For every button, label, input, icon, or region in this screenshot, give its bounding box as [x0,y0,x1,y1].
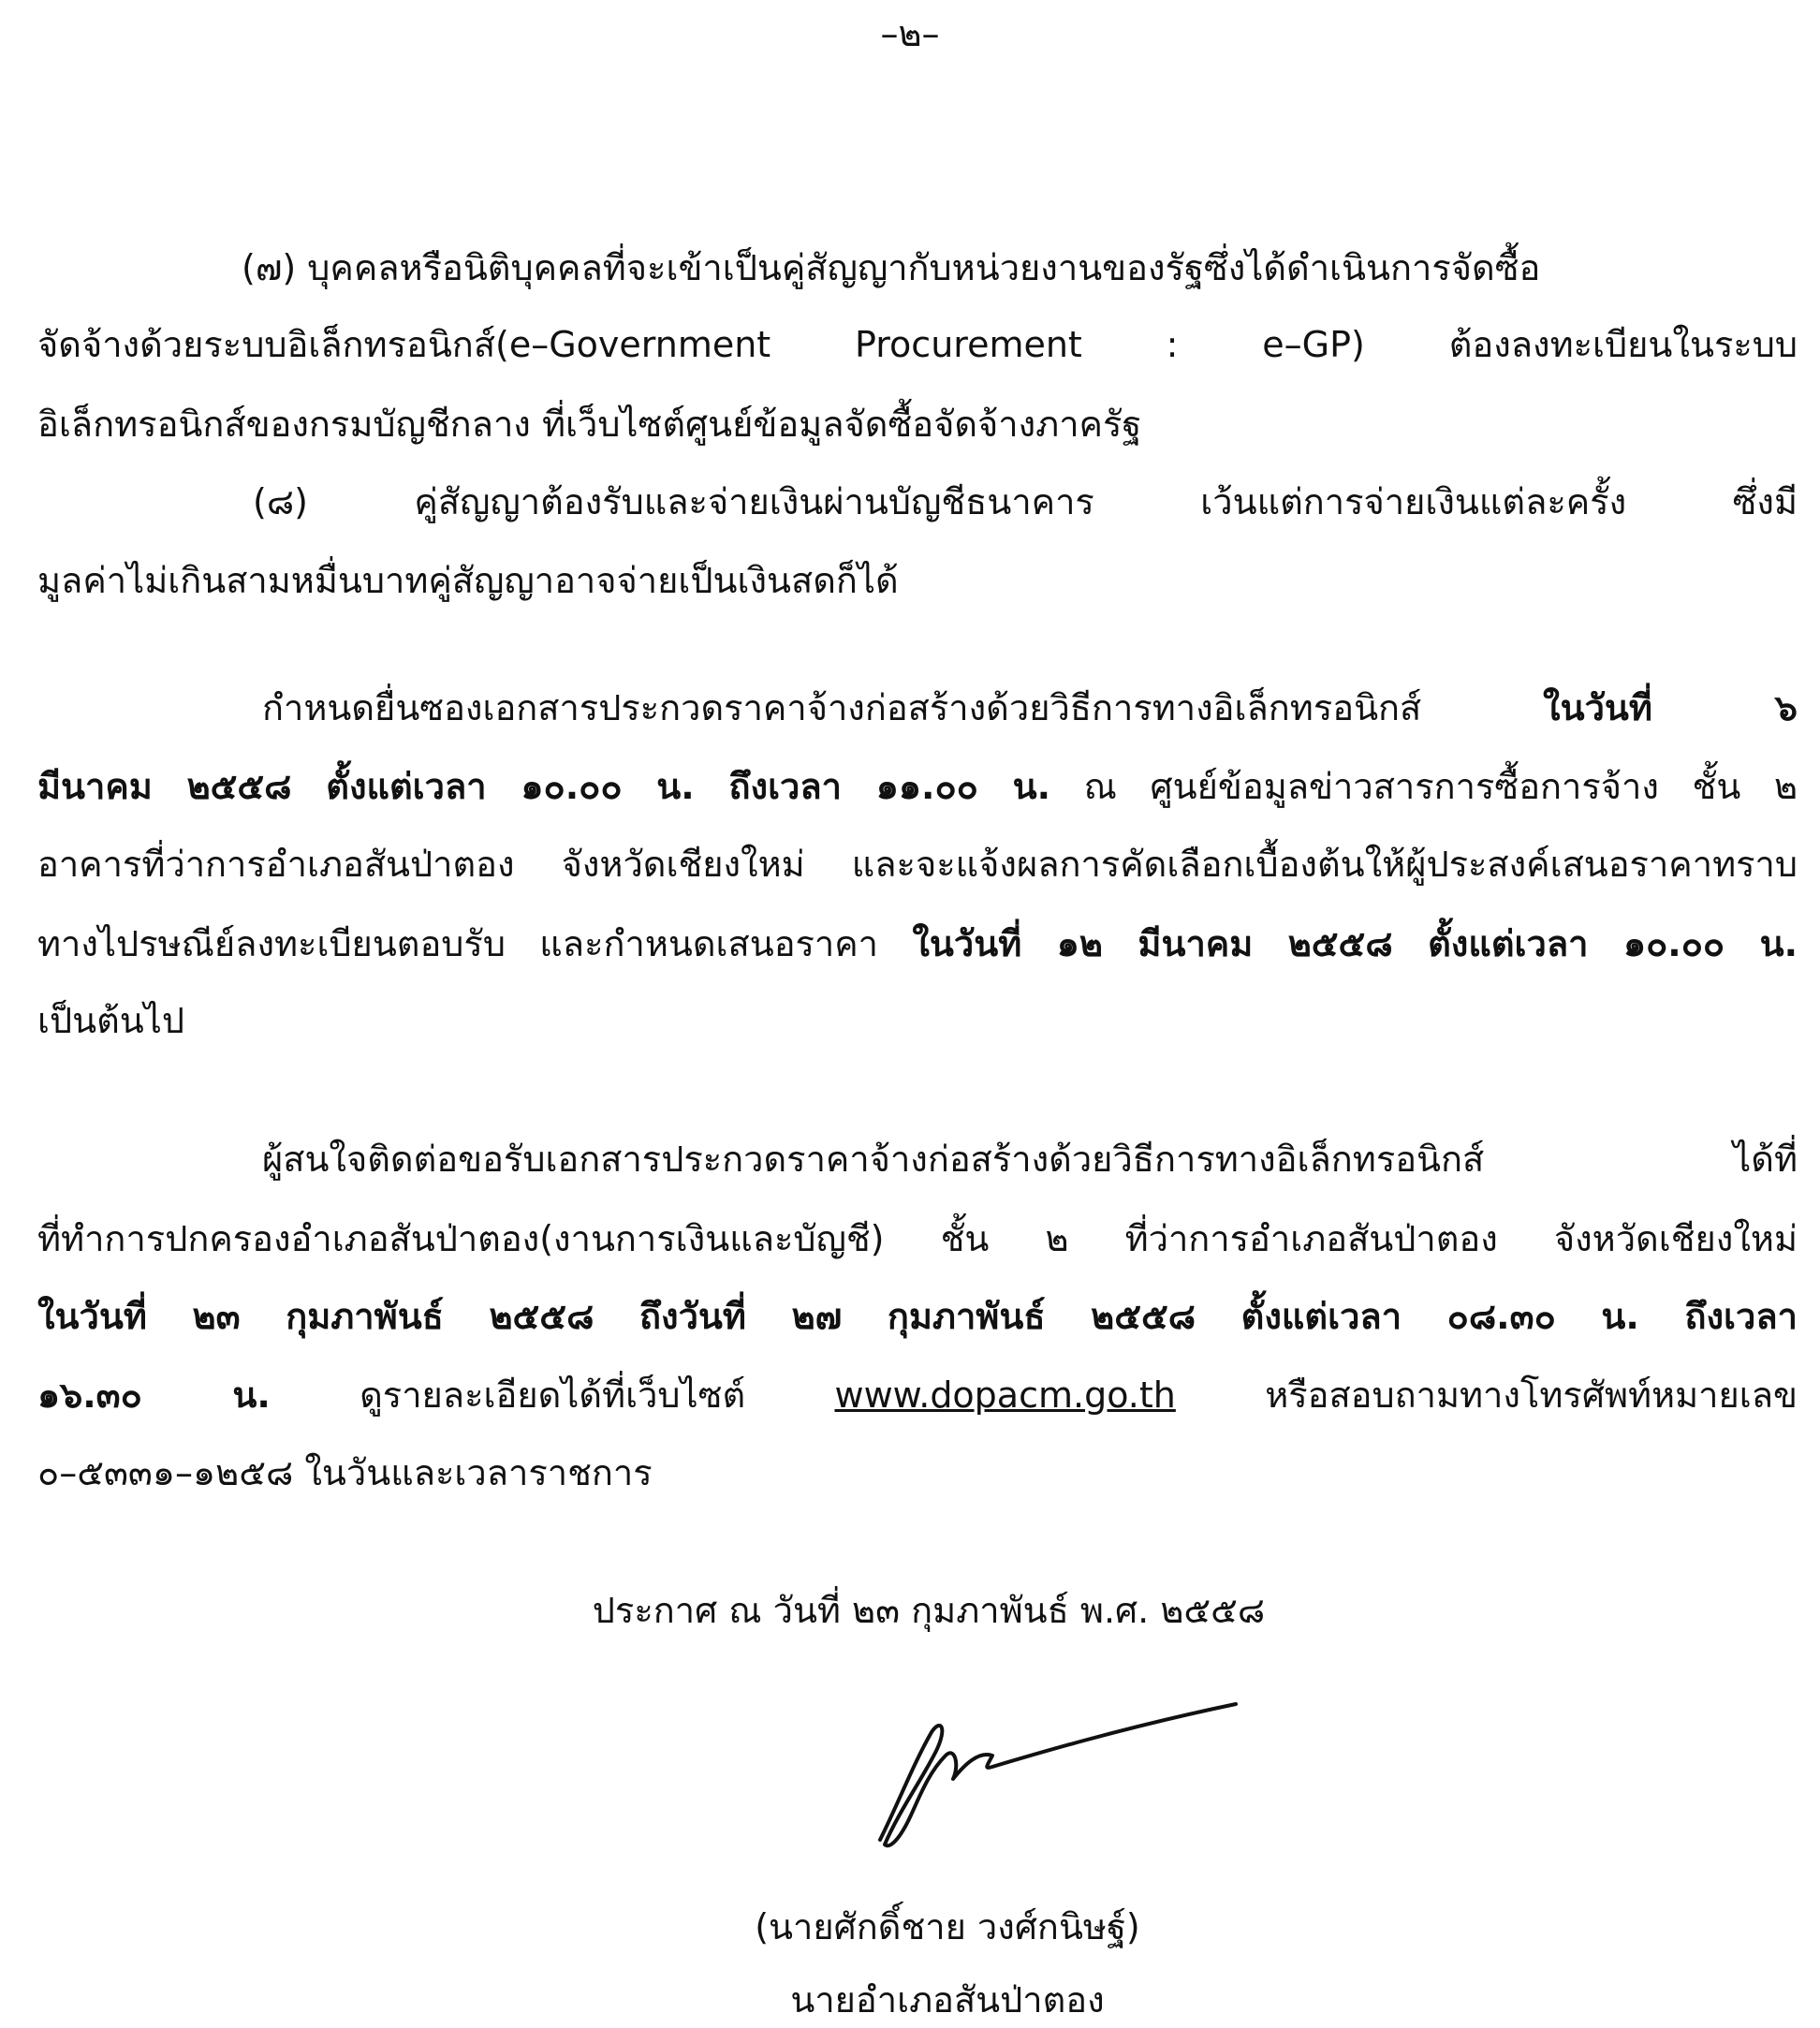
signature-image [861,1699,1255,1877]
inquiry-line-2: ที่ทำการปกครองอำเภอสันป่าตอง(งานการเงินและบัญชี) ชั้น ๒ ที่ว่าการอำเภอสันป่าตอง จังหวัดเชียงใหม่ [37,1218,1798,1259]
submission-text-4: ทางไปรษณีย์ลงทะเบียนตอบรับ และกำหนดเสนอราคา [37,923,913,964]
inquiry-line-4 [37,1369,1798,1421]
clause-7-line-2: จัดจ้างด้วยระบบอิเล็กทรอนิกส์(e–Government Procurement : e–GP) ต้องลงทะเบียนในระบบ [37,324,1798,365]
announcement-date: ประกาศ ณ วันที่ ๒๓ กุมภาพันธ์ พ.ศ. ๒๕๕๘ [592,1590,1266,1631]
inquiry-line-3: ในวันที่ ๒๓ กุมภาพันธ์ ๒๕๕๘ ถึงวันที่ ๒๗ กุมภาพันธ์ ๒๕๕๘ ตั้งแต่เวลา ๐๘.๓๐ น. ถึงเวลา [37,1296,1798,1337]
clause-7-line-3: อิเล็กทรอนิกส์ของกรมบัญชีกลาง ที่เว็บไซต์ศูนย์ข้อมูลจัดซื้อจัดจ้างภาครัฐ [37,404,1142,445]
submission-line-3: อาคารที่ว่าการอำเภอสันป่าตอง จังหวัดเชียงใหม่ และจะแจ้งผลการคัดเลือกเบื้องต้นให้ผู้ประสงค์เสนอราคาทราบ [37,844,1798,885]
inquiry-line-5: ๐–๕๓๓๑–๑๒๕๘ ในวันและเวลาราชการ [37,1452,653,1493]
inquiry-end-time: ๑๖.๓๐ น. [37,1374,271,1416]
submission-line-5: เป็นต้นไป [37,1000,184,1041]
submission-location: ณ ศูนย์ข้อมูลข่าวสารการซื้อการจ้าง ชั้น ๒ [1050,766,1798,807]
signatory-name: (นายศักดิ์ชาย วงศ์กนิษฐ์) [755,1906,1140,1947]
inquiry-line-1: ผู้สนใจติดต่อขอรับเอกสารประกวดราคาจ้างก่อสร้างด้วยวิธีการทางอิเล็กทรอนิกส์ ได้ที่ [262,1139,1798,1180]
signatory-title: นายอำเภอสันป่าตอง [790,1979,1105,2021]
submission-text-1: กำหนดยื่นซองเอกสารประกวดราคาจ้างก่อสร้างด้วยวิธีการทางอิเล็กทรอนิกส์ [262,687,1544,728]
submission-line-4 [37,918,1798,970]
submission-date-1: ในวันที่ ๖ [1543,687,1798,728]
submission-time-range: มีนาคม ๒๕๕๘ ตั้งแต่เวลา ๑๐.๐๐ น. ถึงเวลา ๑๑.๐๐ น. [37,766,1051,807]
inquiry-text-4: ดูรายละเอียดได้ที่เว็บไซต์ [270,1374,835,1416]
clause-8-line-1: (๘) คู่สัญญาต้องรับและจ่ายเงินผ่านบัญชีธนาคาร เว้นแต่การจ่ายเงินแต่ละครั้ง ซึ่งมี [253,481,1798,522]
inquiry-phone-label: หรือสอบถามทางโทรศัพท์หมายเลข [1175,1374,1798,1416]
submission-line-1 [262,682,1798,734]
website-link[interactable]: www.dopacm.go.th [834,1374,1176,1416]
submission-line-2 [37,760,1798,813]
clause-8-line-2: มูลค่าไม่เกินสามหมื่นบาทคู่สัญญาอาจจ่ายเป็นเงินสดก็ได้ [37,560,899,601]
page-number: –๒– [880,13,940,54]
bid-date: ในวันที่ ๑๒ มีนาคม ๒๕๕๘ ตั้งแต่เวลา ๑๐.๐๐ น. [912,923,1798,964]
clause-7-line-1: (๗) บุคคลหรือนิติบุคคลที่จะเข้าเป็นคู่สัญญากับหน่วยงานของรัฐซึ่งได้ดำเนินการจัดซื้อ [242,247,1541,288]
